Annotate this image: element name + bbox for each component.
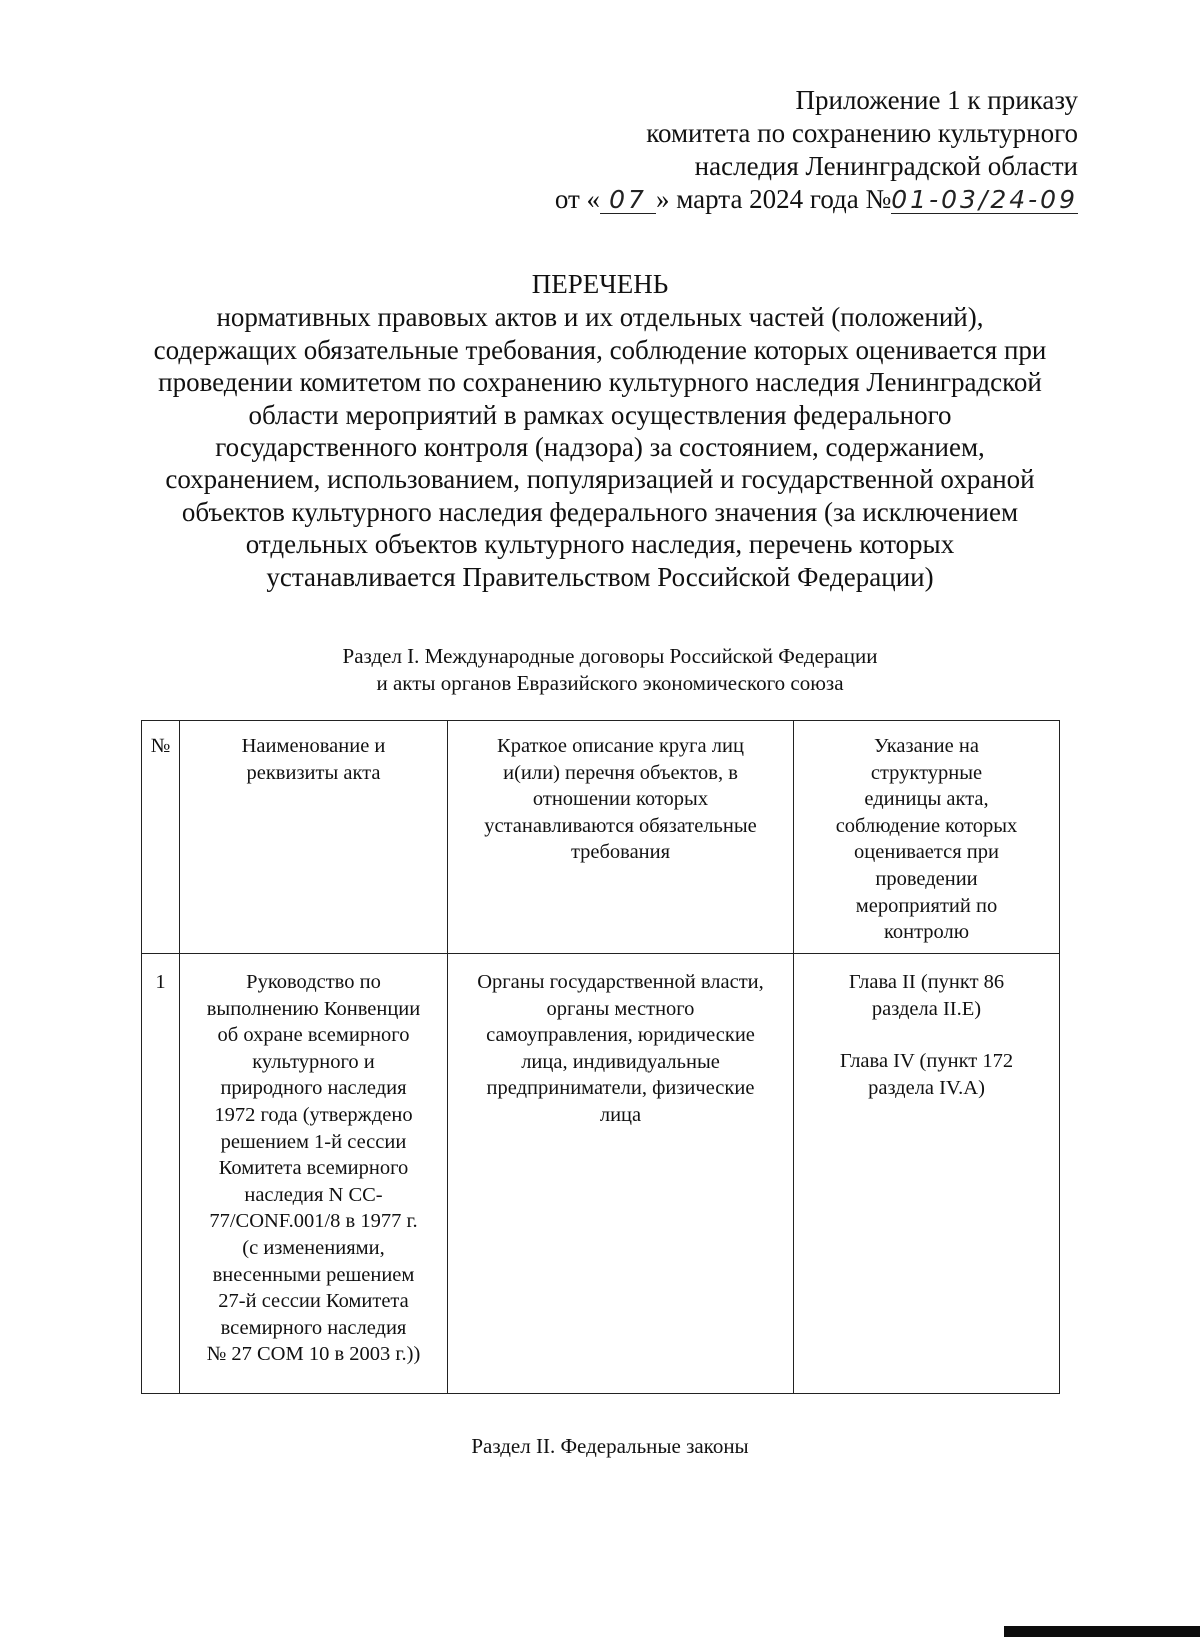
- row-desc-line: самоуправления, юридические: [486, 1024, 755, 1047]
- header-cell-no: №: [142, 721, 180, 954]
- row-name-line: (с изменениями,: [242, 1236, 385, 1259]
- row-units-line: раздела II.E): [871, 997, 982, 1020]
- row-units-line: раздела IV.A): [868, 1076, 985, 1099]
- acts-table: [141, 720, 1060, 1394]
- appendix-line-3: наследия Ленинградской области: [694, 151, 1078, 181]
- header-units-line: единицы акта,: [864, 788, 989, 811]
- units-gap: [800, 1022, 1053, 1048]
- header-cell-structural-units: [794, 721, 1060, 954]
- row-units-line: Глава II (пункт 86: [848, 971, 1005, 993]
- title-line: сохранением, использованием, популяризацией и государственной охраной: [165, 464, 1035, 495]
- header-desc-line: и(или) перечня объектов, в: [503, 761, 738, 784]
- row-desc-line: Органы государственной власти,: [477, 971, 764, 993]
- row-name-line: выполнению Конвенции: [206, 997, 421, 1020]
- row-name-line: внесенными решением: [212, 1263, 415, 1286]
- section-1-line-2: и акты органов Евразийского экономического союза: [376, 671, 844, 695]
- row-cell-structural-units: [794, 954, 1060, 1394]
- header-desc-line: Краткое описание круга лиц: [497, 735, 744, 757]
- section-1-line-1: Раздел I. Международные договоры Российской Федерации: [342, 644, 878, 668]
- title-heading: ПЕРЕЧЕНЬ: [531, 269, 669, 299]
- header-desc-line: устанавливаются обязательные: [484, 814, 757, 837]
- row-name-line: 1972 года (утверждено: [214, 1103, 413, 1126]
- row-name-line: Комитета всемирного: [218, 1157, 409, 1180]
- row-name-line: об охране всемирного: [217, 1024, 410, 1047]
- row-desc-line: предприниматели, физические: [486, 1077, 755, 1100]
- row-cell-name: [180, 954, 448, 1394]
- row-units-line: Глава IV (пункт 172: [839, 1050, 1014, 1073]
- date-middle: » марта 2024 года №: [656, 184, 892, 214]
- header-name-line: Наименование и: [241, 735, 386, 757]
- section-1-heading: [210, 643, 1010, 697]
- table-row: [142, 954, 1060, 1394]
- row-cell-no: 1: [142, 954, 180, 1394]
- header-units-line: проведении: [875, 867, 978, 890]
- title-line: нормативных правовых актов и их отдельных частей (положений),: [216, 302, 984, 333]
- header-units-line: Указание на: [874, 735, 979, 757]
- header-desc-line: требования: [570, 841, 671, 864]
- header-units-line: соблюдение которых: [835, 814, 1018, 837]
- header-units-line: контролю: [883, 921, 970, 944]
- title-line: устанавливается Правительством Российской Федерации): [266, 561, 934, 592]
- title-line: области мероприятий в рамках осуществления федерального: [248, 399, 952, 430]
- date-prefix: от «: [554, 184, 601, 214]
- title-line: содержащих обязательные требования, соблюдение которых оценивается при: [153, 334, 1047, 365]
- header-name-line: реквизиты акта: [246, 761, 381, 784]
- row-cell-description: [448, 954, 794, 1394]
- row-name-line: решением 1-й сессии: [220, 1130, 407, 1153]
- title-line: отдельных объектов культурного наследия, перечень которых: [245, 529, 955, 560]
- document-title: [110, 268, 1090, 593]
- appendix-header: [555, 84, 1078, 216]
- row-desc-line: лица: [599, 1103, 642, 1126]
- header-cell-description: [448, 721, 794, 954]
- row-desc-line: органы местного: [546, 997, 695, 1020]
- header-cell-name: [180, 721, 448, 954]
- handwritten-day: 07: [600, 187, 656, 214]
- header-units-line: оценивается при: [854, 841, 999, 864]
- header-desc-line: отношении которых: [532, 788, 709, 811]
- row-name-line: всемирного наследия: [220, 1316, 407, 1339]
- row-name-line: природного наследия: [220, 1077, 407, 1100]
- table-header-row: [142, 721, 1060, 954]
- row-name-line: культурного и: [252, 1050, 375, 1073]
- title-line: государственного контроля (надзора) за состоянием, содержанием,: [215, 432, 985, 463]
- header-units-line: мероприятий по: [855, 894, 998, 917]
- row-name-line: 77/CONF.001/8 в 1977 г.: [209, 1210, 418, 1233]
- section-2-line-1: Раздел II. Федеральные законы: [471, 1434, 749, 1458]
- row-name-line: Руководство по: [246, 971, 381, 993]
- row-name-line: № 27 COM 10 в 2003 г.)): [206, 1343, 421, 1366]
- row-name-line: наследия N CC-: [244, 1183, 383, 1206]
- appendix-line-1: Приложение 1 к приказу: [795, 85, 1078, 115]
- handwritten-order-number: 01-03/24-09: [891, 185, 1078, 214]
- appendix-date-line: [555, 183, 1078, 216]
- scan-edge-artifact: [1004, 1626, 1200, 1637]
- header-units-line: структурные: [870, 761, 983, 784]
- section-2-heading: [210, 1433, 1010, 1460]
- appendix-line-2: комитета по сохранению культурного: [646, 118, 1078, 148]
- title-line: объектов культурного наследия федерального значения (за исключением: [181, 496, 1019, 527]
- row-name-line: 27-й сессии Комитета: [218, 1290, 409, 1313]
- title-line: проведении комитетом по сохранению культурного наследия Ленинградской: [158, 367, 1042, 398]
- row-desc-line: лица, индивидуальные: [521, 1050, 720, 1073]
